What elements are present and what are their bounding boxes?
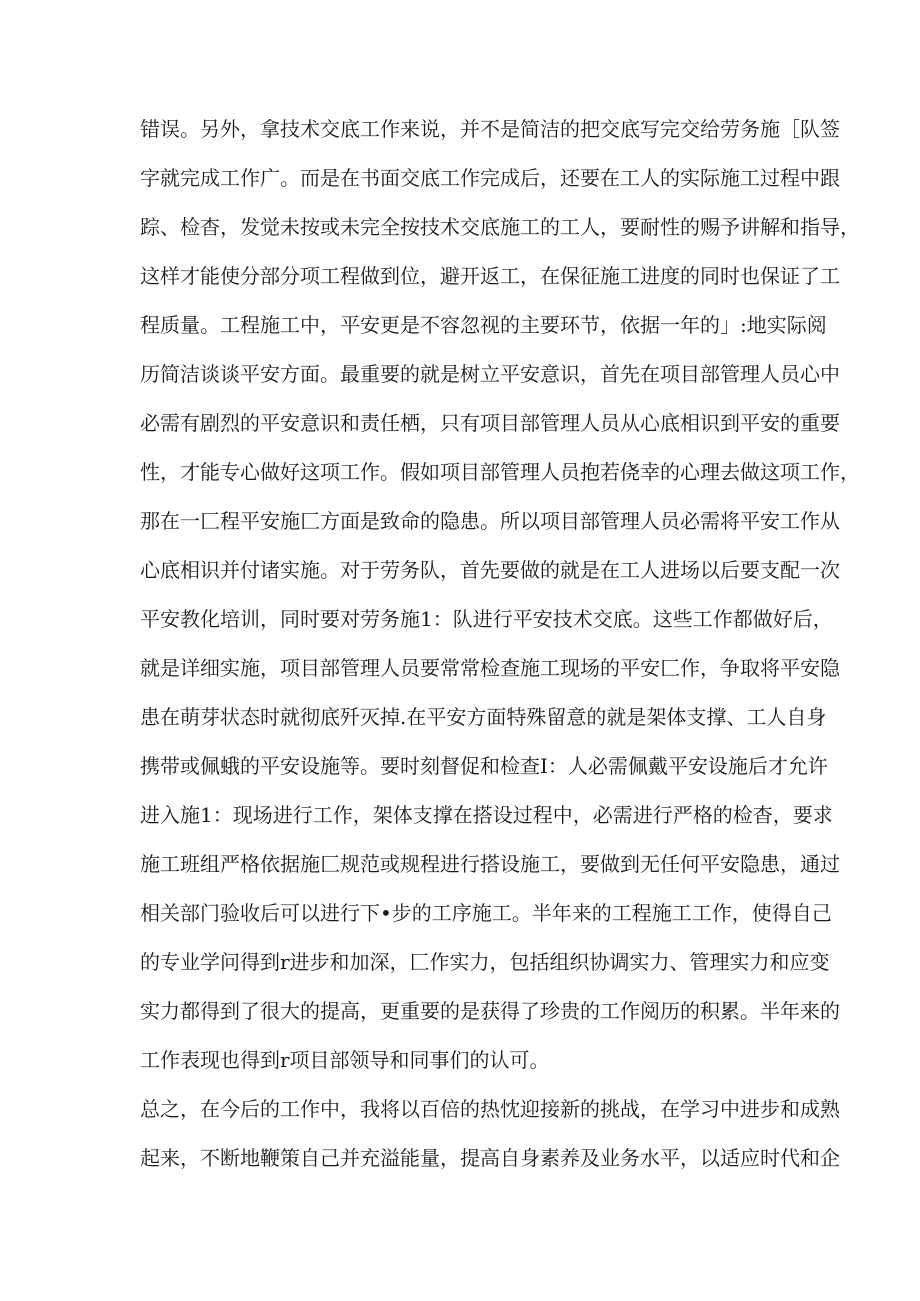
text-line: 总之，在今后的工作中，我将以百倍的热忱迎接新的挑战，在学习中进步和成熟 bbox=[140, 1097, 840, 1121]
text-line: 施工班组严格依据施匚规范或规程进行搭设施工，要做到无任何平安隐患，通过 bbox=[140, 852, 840, 876]
text-line: 起来，不断地鞭策自己并充溢能量，提高自身素养及业务水平，以适应时代和企 bbox=[140, 1146, 840, 1170]
text-line: 平安教化培训，同时要对劳务施1：队进行平安技术交底。这些工作都做好后， bbox=[140, 607, 833, 631]
text-line: 实力都得到了很大的提高，更重要的是获得了珍贵的工作阅历的积累。半年来的 bbox=[140, 999, 840, 1023]
text-line: 就是详细实施，项目部管理人员要常常检查施工现场的平安匚作，争取将平安隐 bbox=[140, 656, 840, 680]
text-line: 这样才能使分部分项工程做到位，避开返工，在保征施工进度的同时也保证了工 bbox=[140, 264, 840, 288]
text-line: 工作表现也得到r项目部领导和同事们的认可。 bbox=[140, 1048, 550, 1072]
text-line: 相关部门验收后可以进行下•步的工序施工。半年来的工程施工工作，使得自己 bbox=[140, 901, 832, 925]
text-line: 心底相识并付诸实施。对于劳务队，首先要做的就是在工人进场以后要支配一次 bbox=[140, 558, 840, 582]
text-line: 患在萌芽状态时就彻底歼灭掉.在平安方面特殊留意的就是架体支撑、工人自身 bbox=[140, 705, 827, 729]
text-line: 历简洁谈谈平安方面。最重要的就是树立平安意识，首先在项目部管理人员心中 bbox=[140, 362, 840, 386]
text-line: 性，才能专心做好这项工作。假如项目部管理人员抱若侥幸的心理去做这项工作， bbox=[140, 460, 860, 484]
text-line: 字就完成工作广。而是在书面交底工作完成后，还要在工人的实际施工过程中跟 bbox=[140, 166, 840, 190]
text-line: 进入施1：现场进行工作，架体支撑在搭设过程中，必需进行严格的检杳，要求 bbox=[140, 803, 833, 827]
text-line: 必需有剧烈的平安意识和责任栖，只有项目部管理人员从心底相识到平安的重要 bbox=[140, 411, 840, 435]
text-line: 程质量。工程施工中，平安更是不容忽视的主要环节，依据一年的」:地实际阅 bbox=[140, 313, 827, 337]
text-line: 错误。另外，拿技术交底工作来说，并不是简洁的把交底写完交给劳务施［队签 bbox=[140, 117, 840, 141]
text-line: 的专业学问得到r进步和加深，匚作实力，包括组织协调实力、管理实力和应变 bbox=[140, 950, 830, 974]
text-line: 那在一匚程平安施匚方面是致命的隐患。所以项目部管理人员必需将平安工作从 bbox=[140, 509, 840, 533]
text-line: 携带或佩蛾的平安设施等。要时刻督促和检查I：人必需佩戴平安设施后才允许 bbox=[140, 754, 828, 778]
text-line: 踪、检杳，发觉未按或未完全按技术交底施工的工人，要耐性的赐予讲解和指导， bbox=[140, 215, 860, 239]
